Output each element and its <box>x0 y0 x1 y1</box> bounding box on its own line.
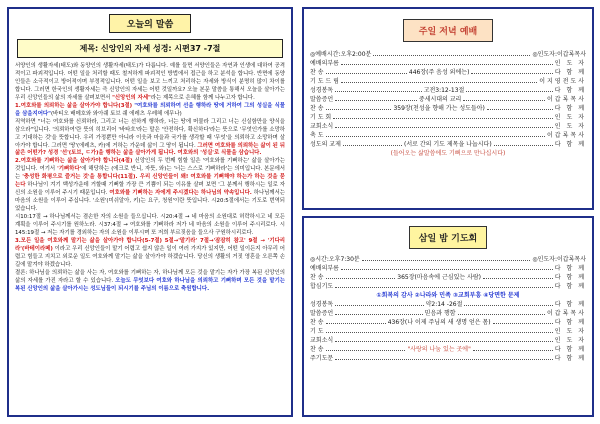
sermon-text-run: '충성한 화평으로 즐거는 것'을 통합니다(11절). 우리 신앙인들이 왜! 여호와를 기뻐해야 하는가 하는 것을 묻는다 <box>15 174 286 189</box>
dotted-leader <box>326 350 406 351</box>
service-order-row <box>310 354 586 363</box>
evening-order-list <box>310 50 586 149</box>
service-order-row <box>310 309 586 318</box>
wednesday-prayer-panel <box>302 216 594 417</box>
dotted-leader <box>326 332 553 333</box>
sermon-text-run: 서양인의 생활자세(태도)와 동양인의 생활자세(태도)가 다릅니다. 예를 들면 서양인들은 자연과 인생에 대하여 공격적이고 파괴적입니다. 어떤 일을 처리할 때도 철저하게 파괴적인 방법에서 접근을 하고 분석을 합니다. 반면에 동양인들은 소극적이고 방어적이며 부정적입니다. 어떤 일을 보고 느끼고 처리하는 자세와 방식이 분명히 많이 차이를 합니다. 그러면 한국인의 생활자세는 즉 신앙인의 자세는 어떤 것일까요? 오늘 본문 말씀을 통해서 오늘을 살아가는 우리 신앙인들의 삶의 자세를 살펴보면서 <box>15 63 285 101</box>
sermon-text-run: 에 해당하는 (에크로 반니, 자뜻, 와)는 '너는 스스로 기뻐하라'는 의미입니다. 본문에서는 <box>15 166 285 181</box>
service-item-leader: 다 함 께 <box>554 283 586 290</box>
service-item-label: 교회소식 <box>310 123 334 130</box>
service-item-label: 찬 송 <box>310 105 324 112</box>
service-item-leader: 이갑록목사 <box>547 310 586 317</box>
service-item-label: 교회소식 <box>310 337 334 344</box>
dotted-leader <box>335 341 553 342</box>
dotted-leader <box>335 287 553 288</box>
evening-service-title: 주일 저녁 예배 <box>403 19 493 42</box>
service-item-detail: 약2:14 -26절 <box>425 301 463 308</box>
dotted-leader <box>373 55 530 56</box>
dotted-leader <box>466 91 552 92</box>
sermon-text-run: 3.모든 일을 여호와께 맡기는 삶을 살아가야 합니다(5-7절) <box>15 237 163 244</box>
service-order-row <box>310 131 586 140</box>
sermon-text-run: 1.여호와를 의뢰하는 삶을 살아가야 합니다(3절) <box>15 102 133 109</box>
wednesday-order-list <box>310 255 586 291</box>
dotted-leader <box>326 109 392 110</box>
service-order-row <box>310 77 586 86</box>
sermon-text-run: 시10:17절 → 하나님께서는 겸손한 자의 소원을 들으십니다. 시20:4절 → 네 마음의 소원대로 허락하시고 네 모든 계획을 이루어 주시기를 원하노라. 시37:4절 → 여호와를 기뻐하라 저가 네 마음의 소원을 이루어 주시리로다. 시145:19절 → 저는 자기를 경외하는 자의 소원을 이루시며 또 저희 부르짖음을 들으사 구원하시리로다. <box>15 214 285 237</box>
service-item-leader: 인 도 자 <box>554 337 586 344</box>
dotted-leader <box>487 109 553 110</box>
service-item-leader: 이갑록목사 <box>547 96 586 103</box>
service-item-leader: 인 도 자 <box>554 123 586 130</box>
service-item-leader: 다 함 께 <box>554 69 587 76</box>
wednesday-order-list-2 <box>310 300 586 363</box>
dotted-leader <box>326 136 546 137</box>
service-item-detail: "사랑의 나눔 있는 곳에" <box>407 346 471 353</box>
service-item-label: 주기도문 <box>310 355 334 362</box>
sermon-text-run: 성경 '선'(토브, ㄷ가)을 행하는 삶을 살아가게 됩니다. 여호와의 '성실'로 식물을 삼습니다. <box>47 150 262 157</box>
service-item-label: 성경봉독 <box>310 87 334 94</box>
sermon-text-run: 직역하면 "너는 여호와를 신뢰하라, 그리고 너는 선하게 행하라, 너는 땅에 머물라 그리고 너는 신실함만을 양식을 삼으라"입니다. '의뢰하여'란 뜻의 히브리어 '바타흐'라는 말은 '안전하다, 확신하다'라는 뜻으로 '무엇인가를 소망하고 기대하는 것'을 뜻합니다. 우리 가정뿐만 아니라 이웃과 마을과 국가를 생각할 때 '무엇'을 의뢰하고 소망하며 살아가야 합니다. 그러면 '땅'(에레츠, 카)에 거하는 가운데 삶이 그 땅이 됩니다. <box>15 118 285 149</box>
service-order-row <box>310 336 586 345</box>
service-item-label: ◎시간:오후7:30분 <box>310 256 360 263</box>
sermon-text-run: 오늘도 무엇보다 여호와 하나님을 의뢰하고 기뻐하며 모든 것을 맡기는 복된 신앙인의 삶을 살아가시는 성도님들이 되시기를 주님의 이름으로 축원합니다. <box>15 277 285 292</box>
service-item-detail: 중세시대의 교리 <box>418 96 462 103</box>
service-item-leader: ◎인도자:이갑록목사 <box>532 256 586 263</box>
sermon-title: 제목: 신앙인의 자세 성경: 시편37 -7절 <box>17 39 283 58</box>
service-order-row <box>310 264 586 273</box>
service-order-row <box>310 95 586 104</box>
todays-word-title: 오늘의 말씀 <box>109 14 191 33</box>
dotted-leader <box>335 305 423 306</box>
service-item-detail: 365장(마음속에 근심있는 사람) <box>397 274 482 281</box>
service-item-label: 성도의 교제 <box>310 141 341 148</box>
sermon-text-run: 5절→'맡기라' 7절→'잠잠히 참고' 9절 → '기다리라'(바테이라페) <box>15 237 285 252</box>
service-item-leader: 다 함 께 <box>554 141 587 148</box>
service-order-row <box>310 122 586 131</box>
service-item-label: 기 도 드 림 <box>310 78 339 85</box>
dotted-leader <box>335 91 421 92</box>
service-item-label: ◎예배시간:오후2:00분 <box>310 51 372 58</box>
sermon-text-run: (바티오 배메호와 와아쉐 토브 쉐 에레츠 우레헤 에무나) <box>50 110 182 117</box>
sermon-paragraph <box>15 63 285 103</box>
service-order-row <box>310 282 586 291</box>
sermon-paragraph <box>15 214 285 238</box>
dotted-leader <box>341 269 553 270</box>
prayer-topics: ①회복의 감사 ②나라와 민족 ③교회부흥 ④당면한 문제 <box>376 292 520 299</box>
dotted-leader <box>463 100 545 101</box>
dotted-leader <box>335 314 422 315</box>
dotted-leader <box>494 145 553 146</box>
dotted-leader <box>458 314 545 315</box>
service-order-row <box>310 140 586 149</box>
service-item-leader: 인 도 자 <box>554 114 586 121</box>
service-order-row <box>310 68 586 77</box>
service-item-label: 기 도 회 <box>310 114 332 121</box>
service-order-row <box>310 300 586 309</box>
service-order-row <box>310 345 586 354</box>
dotted-leader <box>335 359 553 360</box>
sermon-paragraph <box>15 270 285 294</box>
service-item-leader: 다 함 께 <box>554 346 587 353</box>
service-item-label: 찬 송 <box>310 274 324 281</box>
service-item-label: 축 도 <box>310 132 324 139</box>
sermon-paragraph <box>15 119 285 159</box>
service-order-row <box>310 86 586 95</box>
evening-service-panel <box>302 7 594 210</box>
sermon-paragraph <box>15 158 285 214</box>
service-order-row <box>310 318 586 327</box>
dotted-leader <box>333 118 553 119</box>
sermon-paragraph <box>15 238 285 270</box>
service-item-label: 말씀증언 <box>310 96 334 103</box>
service-item-leader: 다 함 께 <box>554 265 586 272</box>
service-item-leader: 다 함 께 <box>554 105 586 112</box>
service-item-label: 말씀증언 <box>310 310 334 317</box>
sermon-text-run: 하나님께서는 마음의 소원을 이루어 주십니다. '소원'(미쉬알아, 키)는 요구, 청원'이란 뜻입니다. 시20:5절에서는 기도로 번역되었습니다. <box>15 190 285 213</box>
service-item-leader: ◎인도자:이갑록목사 <box>532 51 586 58</box>
service-item-detail: 믿음과 행함 <box>424 310 456 317</box>
sermon-panel <box>7 7 293 417</box>
dotted-leader <box>341 64 553 65</box>
service-item-label: 기 도 <box>310 328 324 335</box>
sermon-text-run: 라는 제목으로 은혜를 함께 나누고자 합니다. <box>150 94 255 101</box>
service-item-detail: 고전3:12-13절 <box>423 87 465 94</box>
service-item-detail: 436장(나 이제 주님의 새 생명 얻은 몸) <box>387 319 491 326</box>
service-order-row <box>310 104 586 113</box>
service-item-leader: 인 도 자 <box>554 328 586 335</box>
dotted-leader <box>493 323 553 324</box>
sermon-paragraph <box>15 103 285 119</box>
service-item-leader: 이갑록목사 <box>547 132 586 139</box>
sermon-text-run: 결론: 하나님을 의뢰하는 삶을 사는 자, 여호와를 기뻐하는 자, 하나님께 모든 것을 맡기는 자가 가장 복된 신앙인의 삶의 자세를 가진 자라고 할 수 있습니다. <box>15 269 285 284</box>
dotted-leader <box>335 100 417 101</box>
dotted-leader <box>473 350 553 351</box>
service-order-row <box>310 327 586 336</box>
service-order-row <box>310 273 586 282</box>
service-item-leader: 인 도 자 <box>554 60 586 67</box>
sermon-body <box>15 63 285 294</box>
service-order-row <box>310 113 586 122</box>
service-item-detail: (서로 간의 기도 제목을 나눕시다) <box>404 141 492 148</box>
service-item-label: 합심기도 <box>310 283 334 290</box>
sermon-text-run: 신앙인의 두 번째 힘할 일은 '여호와를 기뻐하는' 삶을 살아가는 것입니다. 여기서 <box>15 158 286 173</box>
dotted-leader <box>335 127 553 128</box>
dotted-leader <box>483 278 553 279</box>
sermon-text-run: '기뻐하다' <box>57 166 82 173</box>
service-item-label: 성경봉독 <box>310 301 334 308</box>
dotted-leader <box>326 73 407 74</box>
sermon-text-run: 이라고 우리 신앙인들이 맡기 어렵고 쉽지 않은 일이 여러 가지가 있지만, 어떤 일이든지 아무리 어렵고 힘들고 지치고 외로운 일도 여호와께 맡기는 삶을 살아가야 하겠습니다. 당신의 생활의 거짓 영혼을 오른쪽 손길에 맡겨야 하겠습니다. <box>15 245 285 268</box>
sermon-text-run: 하나님이 겨기 백성가운데 거할때 기뻐할 가장 큰 기쁨이 되는 이유를 살펴 보면 '그 분께서 행하시는 일로 자신의 소원을 이루어 주시기 때문입니다. <box>15 182 285 197</box>
service-item-leader: 다 함 께 <box>554 319 587 326</box>
evening-closing-note: (들어오는 삶말씀에도 기뻐으로 만나십시다) <box>390 150 506 157</box>
service-item-leader: 다 함 께 <box>554 87 586 94</box>
service-order-row <box>310 59 586 68</box>
service-item-leader: 다 함 께 <box>554 301 587 308</box>
service-item-label: 찬 송 <box>310 346 324 353</box>
sermon-text-run: 여호와를 기뻐하는 자에게 주시겠다는 하나님의 약속입니다. <box>109 190 252 197</box>
wednesday-prayer-title: 삼일 밤 기도회 <box>409 226 487 249</box>
service-item-label: 예배의부름 <box>310 265 339 272</box>
sermon-text-run: "신앙인의 자세" <box>112 94 151 101</box>
service-order-row <box>310 255 586 264</box>
dotted-leader <box>326 323 386 324</box>
sermon-text-run: "여호와를 의뢰하여 선을 행하라 땅에 거하여 그의 성실을 식물을 삼을지어다" <box>15 102 286 117</box>
service-item-leader: 다 함 께 <box>554 274 587 281</box>
service-item-detail: 446장(주 음성 외에는) <box>408 69 470 76</box>
dotted-leader <box>326 278 396 279</box>
service-order-row <box>310 50 586 59</box>
service-item-label: 예배의부름 <box>310 60 339 67</box>
service-item-label: 찬 송 <box>310 69 324 76</box>
sermon-text-run: 그러면 여호와를 의뢰하는 삶이 된 뒤 삶은 어떤가? <box>15 142 285 157</box>
dotted-leader <box>341 82 537 83</box>
service-item-leader: 다 함 께 <box>554 355 586 362</box>
service-item-leader: 이지영전도사 <box>539 78 586 85</box>
dotted-leader <box>343 145 402 146</box>
sermon-text-run: 2.여호와를 기뻐하는 삶을 살아가야 합니다(4절) <box>15 158 133 165</box>
service-item-detail: 359장(천성을 향해 가는 성도들아) <box>393 105 485 112</box>
dotted-leader <box>464 305 552 306</box>
dotted-leader <box>471 73 552 74</box>
dotted-leader <box>362 260 531 261</box>
service-item-label: 찬 송 <box>310 319 324 326</box>
